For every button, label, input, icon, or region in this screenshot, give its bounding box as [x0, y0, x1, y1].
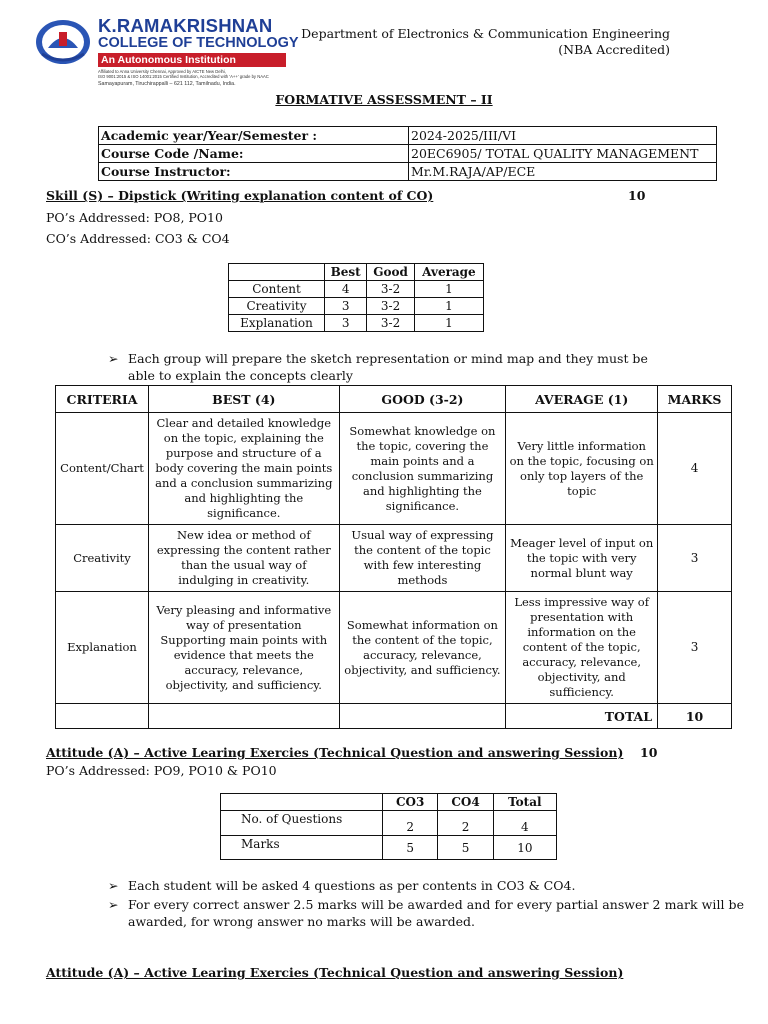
table-cell: 3 [325, 298, 367, 315]
page-title: FORMATIVE ASSESSMENT – II [275, 92, 493, 107]
bullet-arrow-icon: ➢ [108, 897, 119, 912]
table-header-cell: Average [414, 264, 483, 281]
page-header [30, 12, 670, 92]
department-name: Department of Electronics & Communication Engineering [301, 26, 670, 41]
info-value: 2024-2025/III/VI [409, 127, 717, 145]
info-row [99, 145, 717, 163]
table-row [229, 281, 484, 298]
college-address: Samayapuram, Tiruchirappalli – 621 112, Tamilnadu, India. [98, 81, 236, 87]
bullet-text: Each student will be asked 4 questions as per contents in CO3 & CO4. [128, 878, 576, 893]
table-cell: 1 [414, 315, 483, 332]
table-cell: 10 [493, 836, 556, 860]
rubric-average: Meager level of input on the topic with very normal blunt way [506, 525, 658, 592]
info-label: Academic year/Year/Semester : [99, 127, 409, 145]
table-row [229, 315, 484, 332]
bullet-arrow-icon: ➢ [108, 878, 119, 893]
table-row [221, 811, 557, 836]
bullet-text: able to explain the concepts clearly [128, 368, 353, 383]
attitude-heading-repeat: Attitude (A) – Active Learing Exercies (Technical Question and answering Session) [46, 965, 624, 980]
skill-score-table [228, 263, 484, 332]
attitude-heading: Attitude (A) – Active Learing Exercies (Technical Question and answering Session) [46, 745, 624, 760]
course-info-table [98, 126, 717, 181]
skill-instruction-bullet [108, 350, 668, 386]
info-value: Mr.M.RAJA/AP/ECE [409, 163, 717, 181]
table-cell: 4 [493, 811, 556, 836]
table-row [56, 413, 732, 525]
skill-marks: 10 [628, 188, 646, 203]
college-logo [30, 12, 299, 90]
table-cell: 2 [438, 811, 493, 836]
table-cell: Marks [221, 836, 383, 860]
rubric-best: Clear and detailed knowledge on the topic, explaining the purpose and structure of a body covering the main points and a conclusion summarizing and highlighting the significance. [148, 413, 339, 525]
table-total-row [56, 704, 732, 729]
department-heading [301, 26, 670, 58]
rubric-average: Less impressive way of presentation with information on the content of the topic, accuracy, relevance, objectivity, and sufficiency. [506, 592, 658, 704]
table-header-cell: CO4 [438, 794, 493, 811]
table-cell: 3-2 [367, 315, 415, 332]
attitude-bullet-2 [108, 896, 745, 932]
total-label: TOTAL [506, 704, 658, 729]
college-subtitle: COLLEGE OF TECHNOLOGY [98, 35, 299, 51]
table-cell: 3-2 [367, 281, 415, 298]
table-row [56, 592, 732, 704]
table-cell: 5 [383, 836, 438, 860]
table-header-row [229, 264, 484, 281]
rubric-good: Somewhat knowledge on the topic, covering the main points and a conclusion summarizing and highlighting the significance. [339, 413, 506, 525]
table-header-row [221, 794, 557, 811]
rubric-good: Usual way of expressing the content of the topic with few interesting methods [339, 525, 506, 592]
info-label: Course Code /Name: [99, 145, 409, 163]
question-marks-table [220, 793, 557, 860]
table-cell: Explanation [229, 315, 325, 332]
table-cell: 3-2 [367, 298, 415, 315]
college-emblem-icon [34, 18, 92, 66]
table-cell: 3 [325, 315, 367, 332]
college-status-band: An Autonomous Institution [98, 53, 286, 67]
college-name: K.RAMAKRISHNAN [98, 15, 273, 36]
table-header-cell [221, 794, 383, 811]
table-cell: Creativity [229, 298, 325, 315]
info-value: 20EC6905/ TOTAL QUALITY MANAGEMENT [409, 145, 717, 163]
table-header-cell: Good [367, 264, 415, 281]
table-header-cell: AVERAGE (1) [506, 386, 658, 413]
table-header-row [56, 386, 732, 413]
table-cell: 2 [383, 811, 438, 836]
rubric-marks: 3 [658, 592, 732, 704]
info-row [99, 127, 717, 145]
attitude-bullet-1 [108, 877, 734, 894]
table-row [221, 836, 557, 860]
rubric-table [55, 385, 732, 729]
table-row [56, 525, 732, 592]
attitude-pos-addressed: PO’s Addressed: PO9, PO10 & PO10 [46, 763, 277, 778]
skill-heading: Skill (S) – Dipstick (Writing explanation content of CO) [46, 188, 434, 203]
table-cell: 4 [325, 281, 367, 298]
table-header-cell: BEST (4) [148, 386, 339, 413]
rubric-criteria: Creativity [56, 525, 149, 592]
rubric-good: Somewhat information on the content of the topic, accuracy, relevance, objectivity, and sufficiency. [339, 592, 506, 704]
skill-cos-addressed: CO’s Addressed: CO3 & CO4 [46, 231, 230, 246]
table-cell: 1 [414, 281, 483, 298]
table-header-cell: MARKS [658, 386, 732, 413]
table-cell: No. of Questions [221, 811, 383, 836]
accreditation-note: (NBA Accredited) [558, 42, 670, 57]
rubric-criteria: Explanation [56, 592, 149, 704]
table-cell: 1 [414, 298, 483, 315]
rubric-criteria: Content/Chart [56, 413, 149, 525]
college-accreditation: Affiliated to Anna University Chennai, Approved by AICTE New Delhi, ISO 9001:2015 & ISO 14001:2015 Certified Institution, Accredited with 'A++' grade by NAAC [98, 69, 269, 79]
table-cell: Content [229, 281, 325, 298]
rubric-average: Very little information on the topic, focusing on only top layers of the topic [506, 413, 658, 525]
total-value: 10 [658, 704, 732, 729]
table-header-cell: Total [493, 794, 556, 811]
bullet-text: For every correct answer 2.5 marks will be awarded and for every partial answer 2 mark will be [128, 897, 745, 912]
table-header-cell: CRITERIA [56, 386, 149, 413]
table-row [229, 298, 484, 315]
rubric-marks: 4 [658, 413, 732, 525]
table-cell: 5 [438, 836, 493, 860]
rubric-best: New idea or method of expressing the content rather than the usual way of indulging in creativity. [148, 525, 339, 592]
table-header-cell: CO3 [383, 794, 438, 811]
bullet-text: awarded, for wrong answer no marks will be awarded. [128, 914, 476, 929]
bullet-arrow-icon: ➢ [108, 351, 119, 366]
bullet-text: Each group will prepare the sketch representation or mind map and they must be [128, 351, 648, 366]
table-header-cell: GOOD (3-2) [339, 386, 506, 413]
attitude-marks: 10 [640, 745, 658, 760]
info-row [99, 163, 717, 181]
rubric-marks: 3 [658, 525, 732, 592]
table-header-cell [229, 264, 325, 281]
info-label: Course Instructor: [99, 163, 409, 181]
skill-pos-addressed: PO’s Addressed: PO8, PO10 [46, 210, 223, 225]
rubric-best: Very pleasing and informative way of presentation Supporting main points with evidence that meets the accuracy, relevance, objectivity, and sufficiency. [148, 592, 339, 704]
table-header-cell: Best [325, 264, 367, 281]
